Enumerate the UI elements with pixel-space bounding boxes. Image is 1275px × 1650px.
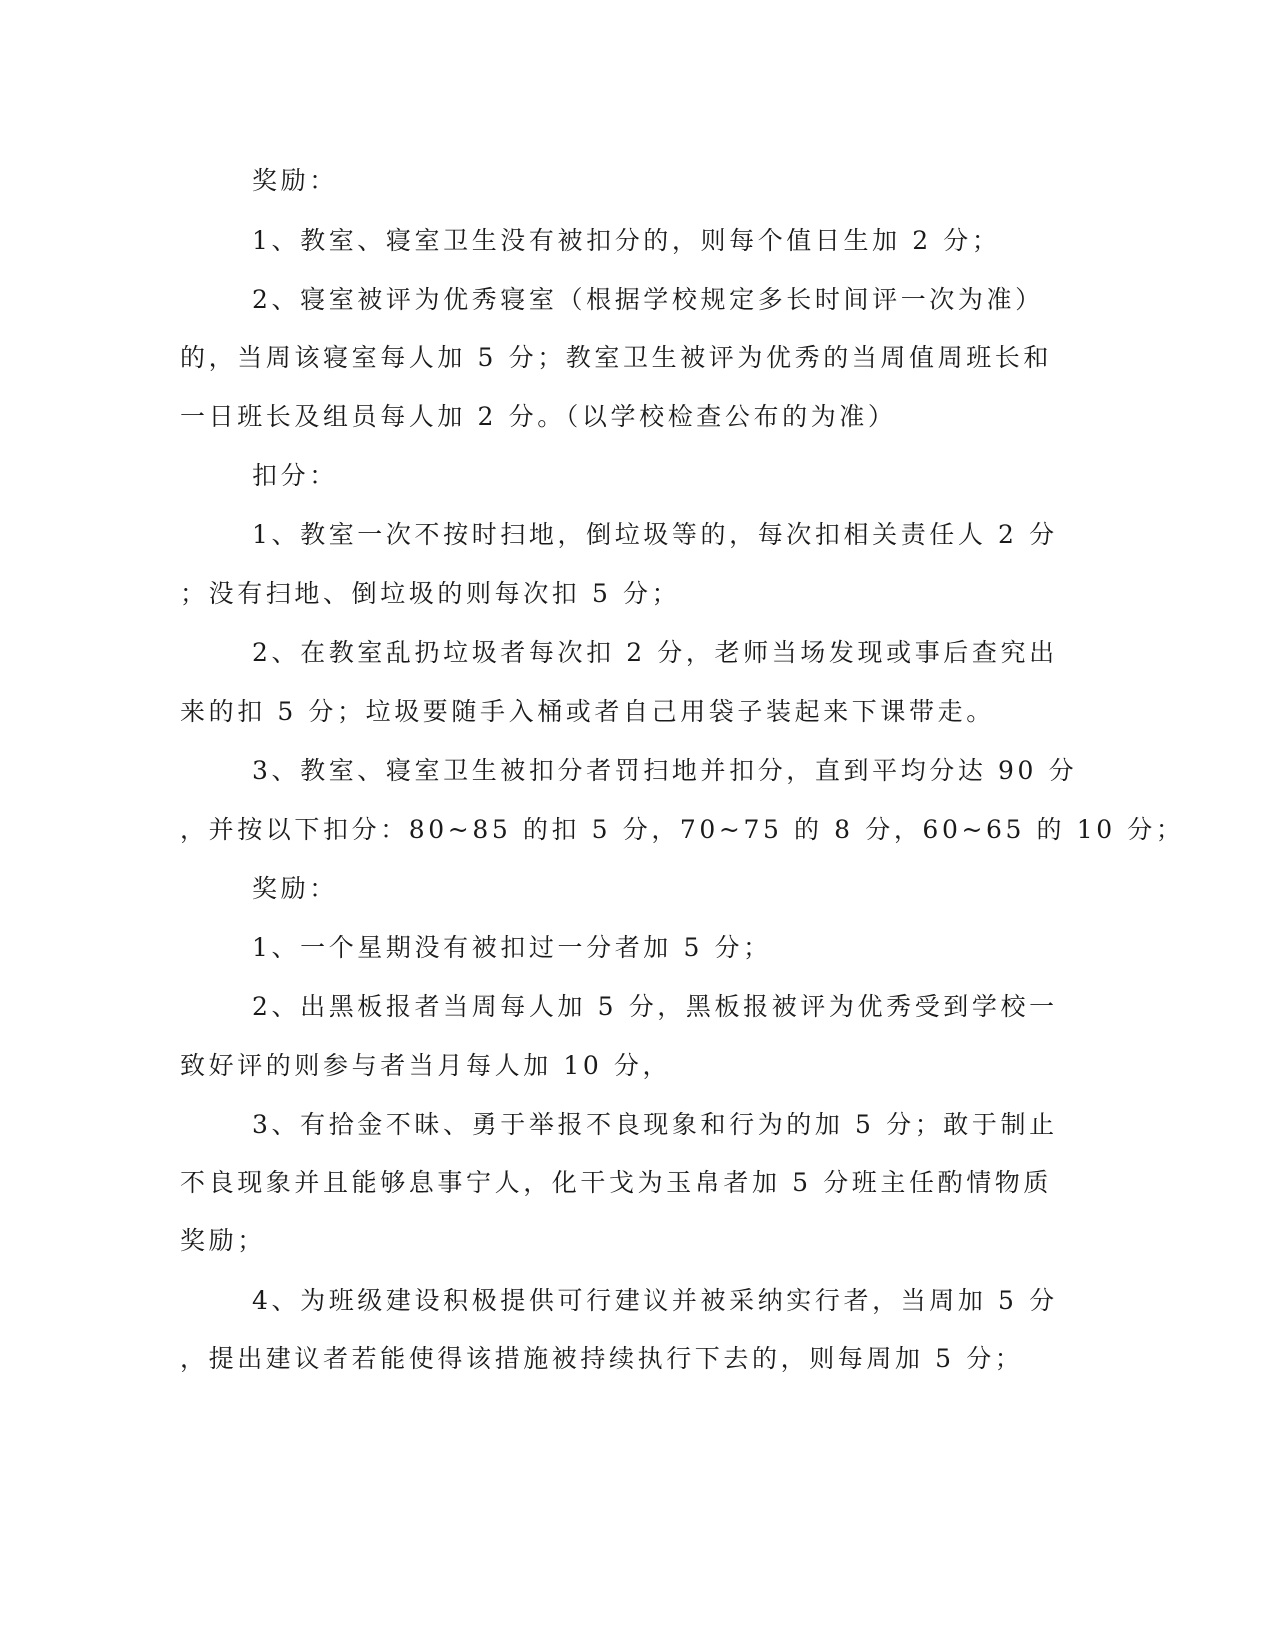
section-heading-reward: 奖励：	[252, 166, 338, 195]
paragraph-line: 1、教室、寝室卫生没有被扣分的，则每个值日生加 2 分；	[252, 226, 1001, 255]
paragraph-line: ，提出建议者若能使得该措施被持续执行下去的，则每周加 5 分；	[180, 1344, 1024, 1373]
section-heading-reward: 奖励：	[252, 874, 338, 903]
paragraph-line: 4、为班级建设积极提供可行建议并被采纳实行者，当周加 5 分	[252, 1286, 1058, 1315]
paragraph-line: 2、在教室乱扔垃圾者每次扣 2 分，老师当场发现或事后查究出	[252, 638, 1058, 667]
paragraph-line: 1、一个星期没有被扣过一分者加 5 分；	[252, 933, 772, 962]
section-heading-deduction: 扣分：	[252, 461, 338, 490]
paragraph-line: 奖励；	[180, 1226, 266, 1255]
paragraph-line: ；没有扫地、倒垃圾的则每次扣 5 分；	[180, 579, 681, 608]
paragraph-line: 1、教室一次不按时扫地，倒垃圾等的，每次扣相关责任人 2 分	[252, 520, 1058, 549]
paragraph-line: 3、有拾金不昧、勇于举报不良现象和行为的加 5 分；敢于制止	[252, 1110, 1058, 1139]
paragraph-line: 一日班长及组员每人加 2 分。（以学校检查公布的为准）	[180, 402, 897, 431]
paragraph-line: 3、教室、寝室卫生被扣分者罚扫地并扣分，直到平均分达 90 分	[252, 756, 1078, 785]
paragraph-line: 2、寝室被评为优秀寝室（根据学校规定多长时间评一次为准）	[252, 285, 1044, 314]
paragraph-line: 来的扣 5 分；垃圾要随手入桶或者自己用袋子装起来下课带走。	[180, 697, 995, 726]
paragraph-line: 2、出黑板报者当周每人加 5 分，黑板报被评为优秀受到学校一	[252, 992, 1058, 1021]
paragraph-line: 致好评的则参与者当月每人加 10 分，	[180, 1051, 672, 1080]
paragraph-line: 的，当周该寝室每人加 5 分；教室卫生被评为优秀的当周值周班长和	[180, 343, 1053, 372]
paragraph-line: ，并按以下扣分：80~85 的扣 5 分，70~75 的 8 分，60~65 的 10 分；	[180, 815, 1185, 844]
paragraph-line: 不良现象并且能够息事宁人，化干戈为玉帛者加 5 分班主任酌情物质	[180, 1168, 1053, 1197]
